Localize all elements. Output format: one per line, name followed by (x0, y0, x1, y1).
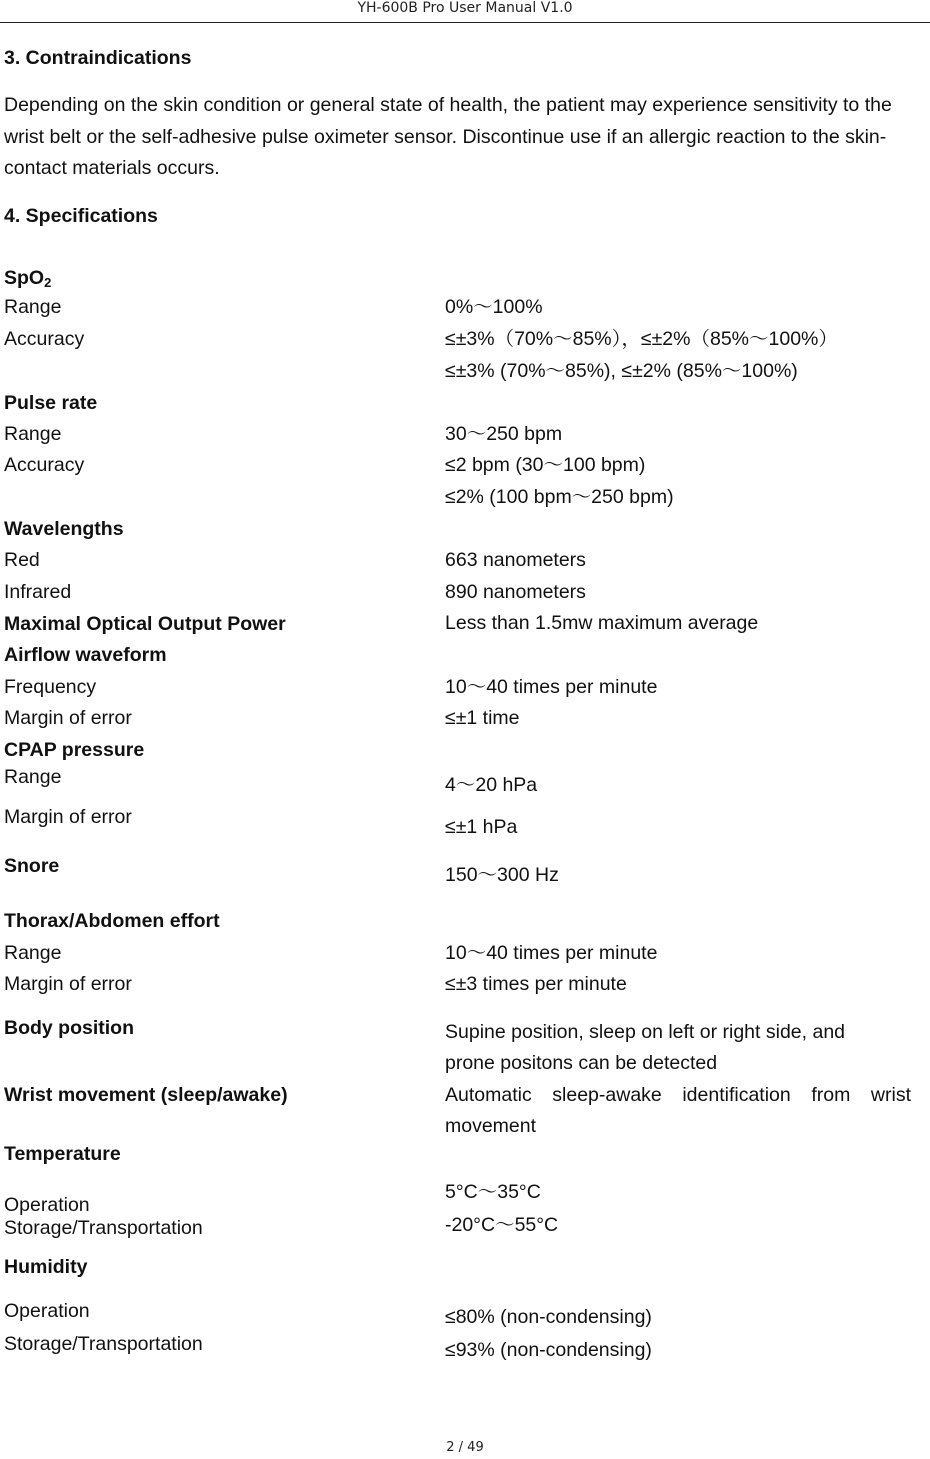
airflow-frequency-value: 10～40 times per minute (445, 676, 658, 698)
snore-label: Snore (4, 855, 60, 877)
humidity-storage-label: Storage/Transportation (4, 1333, 203, 1355)
spo2-accuracy-value-2: ≤±3% (70%～85%), ≤±2% (85%～100%) (445, 360, 798, 382)
temperature-operation-label: Operation (4, 1194, 90, 1216)
cpap-range-value: 4～20 hPa (445, 774, 538, 796)
thorax-margin-value: ≤±3 times per minute (445, 973, 627, 995)
wrist-movement-label: Wrist movement (sleep/awake) (4, 1084, 288, 1106)
thorax-range-label: Range (4, 942, 62, 964)
spo2-accuracy-value-1: ≤±3%（70%～85%），≤±2%（85%～100%） (445, 328, 838, 350)
body-position-label: Body position (4, 1017, 134, 1039)
wavelength-red-value: 663 nanometers (445, 549, 586, 571)
humidity-operation-label: Operation (4, 1300, 90, 1322)
spo2-range-label: Range (4, 296, 62, 318)
thorax-range-value: 10～40 times per minute (445, 942, 658, 964)
spo2-heading (4, 266, 51, 295)
temperature-storage-value: -20°C～55°C (445, 1214, 559, 1236)
spo2-heading-main: SpO (4, 267, 45, 289)
contraindications-text: Depending on the skin condition or general state of health, the patient may experience sensitivity to the wrist belt or the self-adhesive pulse oximeter sensor. Discontinue use if an allergic reaction to the skin-contact materials occurs. (4, 94, 892, 179)
humidity-storage-value: ≤93% (non-condensing) (445, 1339, 652, 1361)
airflow-heading: Airflow waveform (4, 644, 167, 666)
pulse-accuracy-label: Accuracy (4, 454, 85, 476)
pulse-range-value: 30～250 bpm (445, 423, 563, 445)
page-header (0, 0, 930, 23)
airflow-margin-value: ≤±1 time (445, 707, 520, 729)
optical-power-value: Less than 1.5mw maximum average (445, 612, 759, 634)
cpap-margin-value: ≤±1 hPa (445, 816, 518, 838)
spo2-heading-subscript: 2 (44, 275, 52, 290)
wavelength-infrared-label: Infrared (4, 581, 72, 603)
humidity-heading: Humidity (4, 1256, 88, 1278)
temperature-storage-label: Storage/Transportation (4, 1217, 203, 1239)
wrist-movement-value-1: Automatic sleep-awake identification from wrist (445, 1084, 911, 1106)
cpap-range-label: Range (4, 766, 62, 788)
spo2-accuracy-label: Accuracy (4, 328, 85, 350)
cpap-margin-label: Margin of error (4, 806, 132, 828)
contraindications-heading: 3. Contraindications (4, 47, 192, 69)
page-number: 2 / 49 (446, 1440, 484, 1455)
optical-power-label: Maximal Optical Output Power (4, 613, 286, 635)
wavelength-red-label: Red (4, 549, 40, 571)
body-position-value-2: prone positons can be detected (445, 1052, 718, 1074)
header-title: YH-600B Pro User Manual V1.0 (357, 0, 573, 16)
body-position-value-1: Supine position, sleep on left or right side, and (445, 1021, 846, 1043)
cpap-heading: CPAP pressure (4, 739, 145, 761)
pulse-accuracy-value-2: ≤2% (100 bpm～250 bpm) (445, 486, 674, 508)
thorax-margin-label: Margin of error (4, 973, 132, 995)
pulse-accuracy-value-1: ≤2 bpm (30～100 bpm) (445, 454, 646, 476)
airflow-margin-label: Margin of error (4, 707, 132, 729)
wavelength-infrared-value: 890 nanometers (445, 581, 586, 603)
specifications-heading: 4. Specifications (4, 205, 158, 227)
pulse-range-label: Range (4, 423, 62, 445)
spo2-range-value: 0%～100% (445, 296, 543, 318)
humidity-operation-value: ≤80% (non-condensing) (445, 1306, 652, 1328)
pulse-rate-heading: Pulse rate (4, 392, 98, 414)
wrist-movement-value-2: movement (445, 1115, 537, 1137)
snore-value: 150～300 Hz (445, 864, 559, 886)
temperature-heading: Temperature (4, 1143, 121, 1165)
wavelengths-heading: Wavelengths (4, 518, 124, 540)
airflow-frequency-label: Frequency (4, 676, 97, 698)
temperature-operation-value: 5°C～35°C (445, 1181, 541, 1203)
thorax-heading: Thorax/Abdomen effort (4, 910, 220, 932)
